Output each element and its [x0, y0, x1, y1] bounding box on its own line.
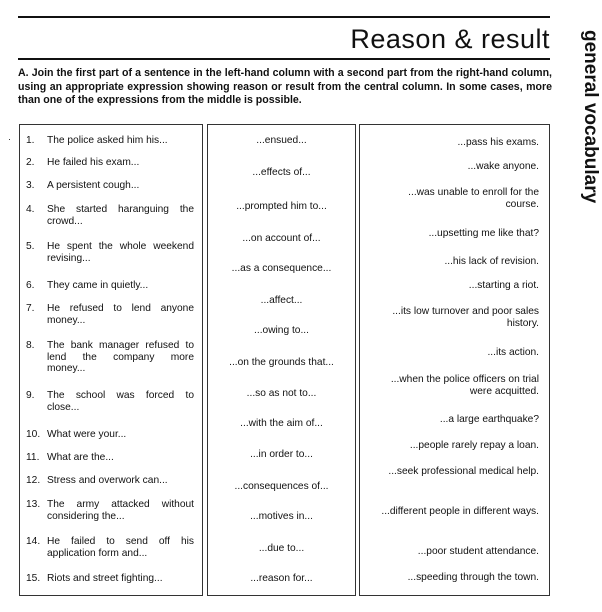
left-item: [26, 157, 194, 169]
right-item: ...a large earthquake?: [439, 414, 539, 425]
top-rule: [18, 16, 550, 18]
middle-item: ...due to...: [258, 543, 305, 554]
item-text: The bank manager refused to lend the company more money...: [47, 340, 194, 375]
middle-item: ...with the aim of...: [240, 418, 323, 429]
left-item: [26, 573, 194, 585]
item-number: 13.: [26, 499, 41, 510]
left-item: [26, 340, 194, 375]
middle-item: ...affect...: [260, 295, 303, 306]
item-number: 9.: [26, 390, 35, 401]
item-number: 14.: [26, 536, 41, 547]
middle-item: ...ensued...: [256, 135, 307, 146]
left-item: [26, 499, 194, 522]
item-text: He refused to lend anyone money...: [47, 303, 194, 326]
right-item: ...was unable to enroll for the course.: [408, 187, 539, 211]
middle-item: ...effects of...: [252, 167, 311, 178]
right-item: ...his lack of revision.: [444, 256, 539, 267]
left-item: [26, 390, 194, 413]
item-number: 5.: [26, 241, 35, 252]
left-item: [26, 536, 194, 559]
margin-mark: ·: [8, 134, 11, 144]
left-item: [26, 135, 194, 147]
item-number: 2.: [26, 157, 35, 168]
item-text: They came in quietly...: [47, 280, 149, 291]
item-number: 7.: [26, 303, 35, 314]
right-item: ...people rarely repay a loan.: [409, 440, 539, 451]
side-label: general vocabulary: [580, 30, 601, 204]
middle-item: ...prompted him to...: [236, 201, 327, 212]
left-item: [26, 303, 194, 326]
right-item: ...speeding through the town.: [407, 572, 539, 583]
middle-item: ...on account of...: [242, 233, 321, 244]
left-item: [26, 475, 194, 487]
right-item: ...seek professional medical help.: [388, 466, 539, 477]
item-text: She started haranguing the crowd...: [47, 204, 194, 227]
item-number: 8.: [26, 340, 35, 351]
right-item: ...its action.: [487, 347, 539, 358]
item-number: 12.: [26, 475, 41, 486]
title-rule: [18, 58, 550, 60]
item-text: The army attacked without considering the...: [47, 499, 194, 522]
left-item: [26, 280, 194, 292]
item-number: 3.: [26, 180, 35, 191]
middle-item: ...on the grounds that...: [229, 357, 334, 368]
left-item: [26, 180, 194, 192]
item-number: 10.: [26, 429, 41, 440]
middle-item: ...in order to...: [250, 449, 313, 460]
item-number: 4.: [26, 204, 35, 215]
right-item: ...pass his exams.: [457, 137, 539, 148]
item-text: The police asked him his...: [47, 135, 168, 146]
right-item: ...its low turnover and poor sales history.: [392, 306, 539, 330]
middle-item: ...motives in...: [250, 511, 313, 522]
item-number: 15.: [26, 573, 41, 584]
item-text: He spent the whole weekend revising...: [47, 241, 194, 264]
right-item: ...upsetting me like that?: [428, 228, 539, 239]
right-item: ...wake anyone.: [467, 161, 539, 172]
right-item: ...different people in different ways.: [381, 506, 539, 517]
item-text: A persistent cough...: [47, 180, 140, 191]
left-item: [26, 429, 194, 441]
middle-item: ...so as not to...: [246, 388, 317, 399]
right-item: ...when the police officers on trial were acquitted.: [390, 374, 539, 398]
item-text: What are the...: [47, 452, 114, 463]
middle-item: ...reason for...: [250, 573, 313, 584]
item-text: He failed his exam...: [47, 157, 140, 168]
right-column: [359, 124, 550, 596]
instructions: A. Join the first part of a sentence in the left-hand column with a second part from the right-hand column, using an appropriate expression showing reason or result from the central column. In some cases, more than one of the expressions from the middle is possible.: [18, 67, 552, 106]
right-item: ...poor student attendance.: [417, 546, 539, 557]
left-item: [26, 241, 194, 264]
item-text: Riots and street fighting...: [47, 573, 163, 584]
middle-item: ...as a consequence...: [231, 263, 332, 274]
left-column: [19, 124, 203, 596]
item-number: 1.: [26, 135, 35, 146]
item-text: He failed to send off his application form and...: [47, 536, 194, 559]
left-item: [26, 452, 194, 464]
middle-item: ...consequences of...: [234, 481, 329, 492]
item-number: 11.: [26, 452, 40, 463]
item-text: Stress and overwork can...: [47, 475, 168, 486]
item-text: The school was forced to close...: [47, 390, 194, 413]
item-text: What were your...: [47, 429, 127, 440]
middle-column: [207, 124, 356, 596]
item-number: 6.: [26, 280, 35, 291]
middle-item: ...owing to...: [254, 325, 309, 336]
left-item: [26, 204, 194, 227]
page-title: Reason & result: [350, 24, 550, 54]
right-item: ...starting a riot.: [468, 280, 539, 291]
